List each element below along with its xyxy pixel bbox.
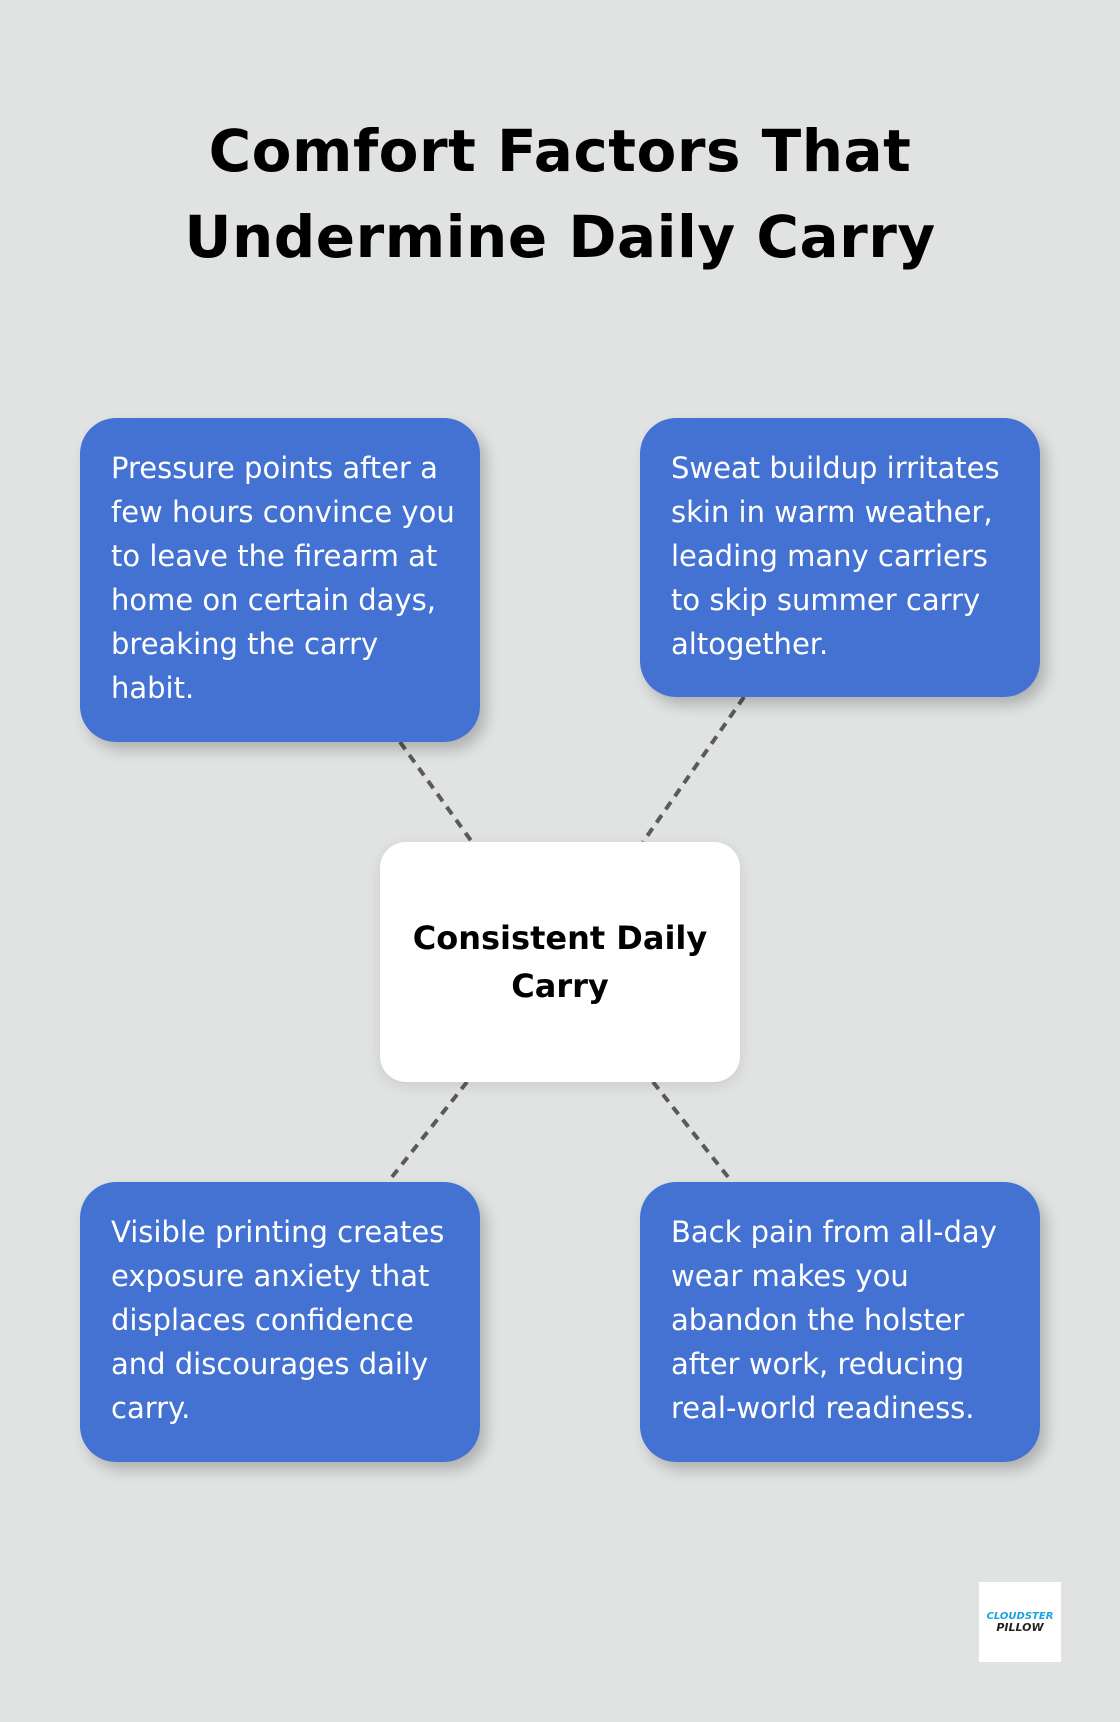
title-line-2: Undermine Daily Carry [184, 203, 936, 271]
factor-text: Visible printing creates exposure anxiety that displaces confidence and discourages daily carry. [111, 1215, 445, 1425]
factor-card-visible-printing [80, 1182, 480, 1462]
logo-line-2: PILLOW [996, 1620, 1044, 1634]
connector-bottom-right [653, 1082, 732, 1182]
factor-text: Back pain from all-day wear makes you abandon the holster after work, reducing real-world readiness. [671, 1215, 997, 1425]
center-node-label: Consistent Daily Carry [412, 919, 708, 1005]
factor-card-back-pain [640, 1182, 1040, 1462]
factor-card-pressure-points [80, 418, 480, 742]
factor-text: Pressure points after a few hours convince you to leave the firearm at home on certain days, breaking the carry habit. [111, 451, 455, 705]
logo-line-1: CLOUDSTER [986, 1610, 1054, 1622]
connector-top-right [643, 697, 744, 842]
center-node [380, 842, 740, 1082]
title-line-1: Comfort Factors That [208, 117, 912, 185]
connector-top-left [400, 742, 472, 842]
factor-card-sweat-buildup [640, 418, 1040, 697]
connector-bottom-left [388, 1082, 467, 1182]
brand-logo [979, 1582, 1061, 1662]
factor-text: Sweat buildup irritates skin in warm weather, leading many carriers to skip summer carry altogether. [671, 451, 1000, 661]
